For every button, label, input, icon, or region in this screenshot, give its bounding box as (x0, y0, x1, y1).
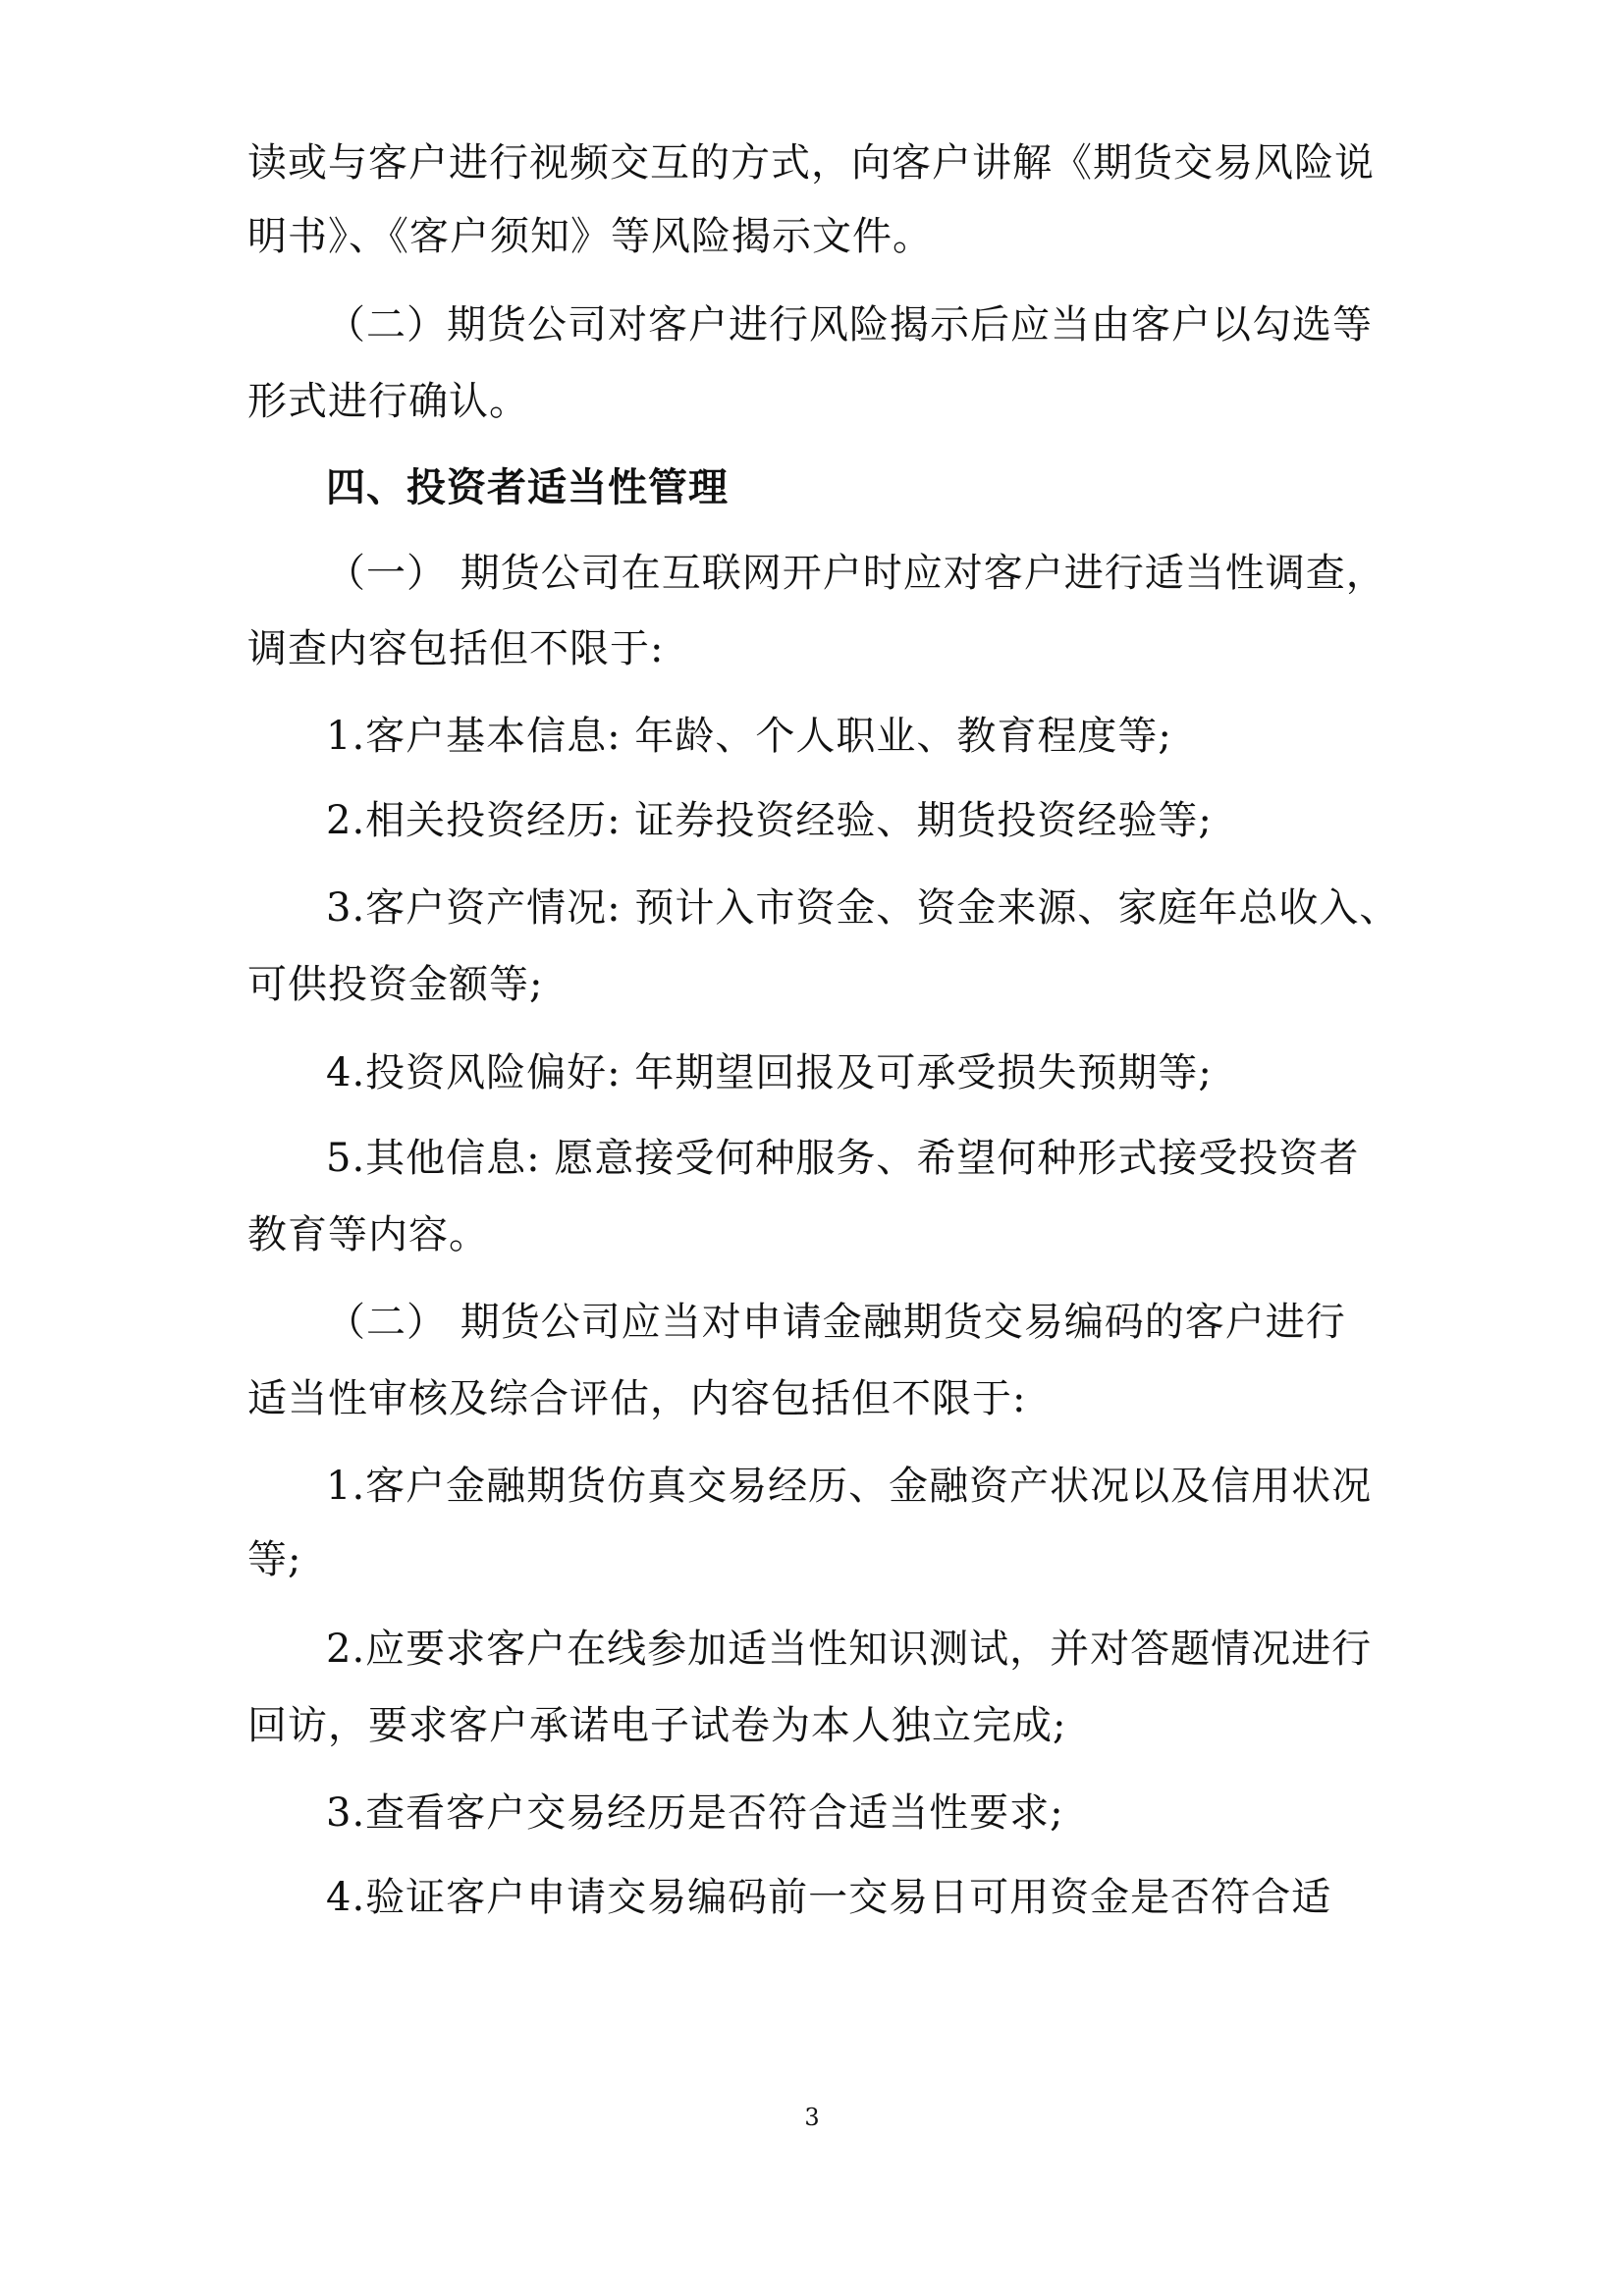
list-item-4: 4.投资风险偏好: 年期望回报及可承受损失预期等; (326, 1050, 1213, 1095)
review-item-1-line-2: 等; (247, 1537, 302, 1582)
review-item-2-line-1: 2.应要求客户在线参加适当性知识测试，并对答题情况进行 (326, 1627, 1373, 1672)
list-item-2: 2.相关投资经历: 证券投资经验、期货投资经验等; (326, 798, 1213, 843)
review-item-2-line-2: 回访，要求客户承诺电子试卷为本人独立完成; (247, 1703, 1067, 1748)
body-line-2: 明书》、《客户须知》等风险揭示文件。 (247, 214, 933, 259)
section-4-item-1-line-2: 调查内容包括但不限于: (247, 626, 665, 671)
list-item-3-line-2: 可供投资金额等; (247, 962, 544, 1007)
section-4-item-1-line-1: （一） 期货公司在互联网开户时应对客户进行适当性调查， (326, 551, 1386, 596)
review-item-3: 3.查看客户交易经历是否符合适当性要求; (326, 1790, 1064, 1836)
section-4-item-2-line-1: （二） 期货公司应当对申请金融期货交易编码的客户进行 (326, 1300, 1346, 1345)
list-item-3-line-1: 3.客户资产情况: 预计入市资金、资金来源、家庭年总收入、 (326, 885, 1400, 931)
section-4-item-2-line-2: 适当性审核及综合评估，内容包括但不限于: (247, 1376, 1027, 1421)
section-3-item-2-line-1: （二）期货公司对客户进行风险揭示后应当由客户以勾选等 (326, 302, 1373, 347)
list-item-5-line-1: 5.其他信息: 愿意接受何种服务、希望何种形式接受投资者 (326, 1136, 1360, 1181)
section-heading-4: 四、投资者适当性管理 (326, 465, 729, 510)
list-item-1: 1.客户基本信息: 年龄、个人职业、教育程度等; (326, 714, 1172, 759)
section-3-item-2-line-2: 形式进行确认。 (247, 379, 529, 424)
page-number: 3 (804, 2104, 820, 2131)
review-item-1-line-1: 1.客户金融期货仿真交易经历、金融资产状况以及信用状况 (326, 1464, 1373, 1509)
list-item-5-line-2: 教育等内容。 (247, 1212, 489, 1257)
review-item-4-line-1: 4.验证客户申请交易编码前一交易日可用资金是否符合适 (326, 1875, 1332, 1920)
body-line-1: 读或与客户进行视频交互的方式，向客户讲解《期货交易风险说 (247, 140, 1375, 186)
